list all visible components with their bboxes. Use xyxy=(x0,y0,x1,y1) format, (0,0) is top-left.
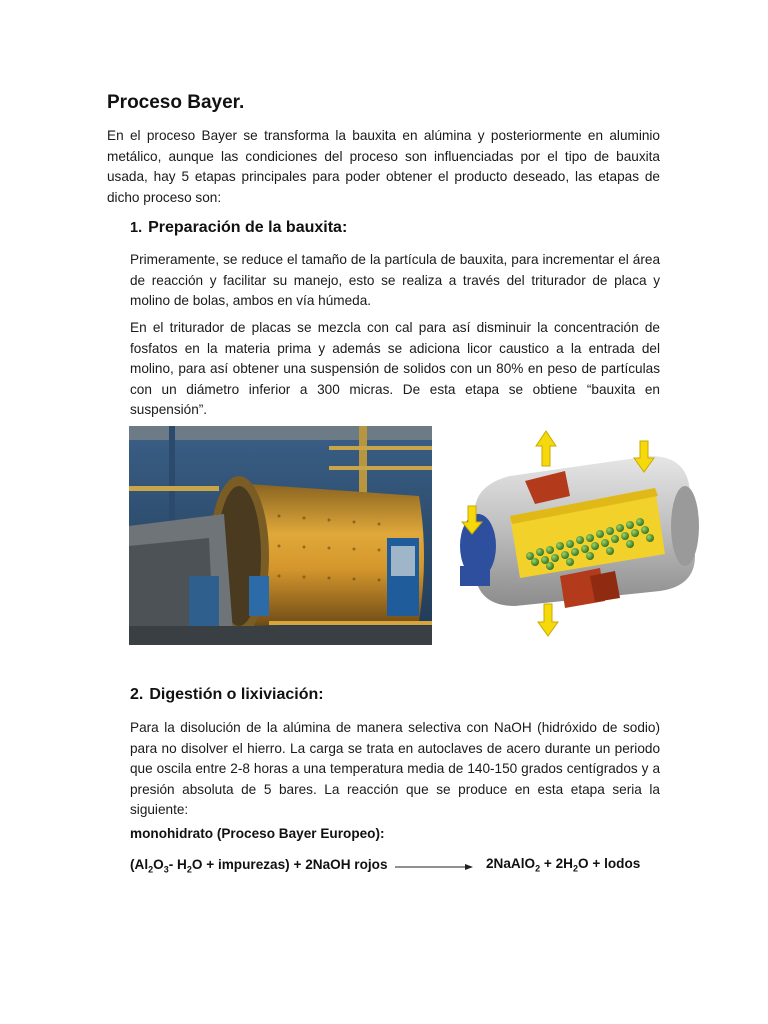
reaction-label: monohidrato (Proceso Bayer Europeo): xyxy=(130,826,385,841)
eq-text: - H xyxy=(168,857,187,872)
ball-mill-photo xyxy=(129,426,432,645)
ball-mill-photo-svg xyxy=(129,426,432,645)
eq-subscript: 2 xyxy=(148,864,154,875)
paragraph-preparacion-1: Primeramente, se reduce el tamaño de la partícula de bauxita, para incrementar el área de reacción y facilitar su manejo, esto se realiza a través del triturador de placa y molino de bolas, ambos en vía húmeda. xyxy=(130,252,660,309)
eq-text: O + impurezas) + 2NaOH rojos xyxy=(191,857,388,872)
section-heading-text: Digestión o lixiviación: xyxy=(149,686,324,703)
equation-reactants xyxy=(130,856,390,879)
paragraph-digestion: Para la disolución de la alúmina de manera selectiva con NaOH (hidróxido de sodio) para no disolver el hierro. La carga se trata en autoclaves de acero durante un periodo que oscila entre 2-8 horas a una temperatura media de 140-150 grados centígrados y a presión absoluta de 5 bares. La reacción que se produce en esta etapa seria la siguiente: xyxy=(130,720,660,818)
eq-text: O xyxy=(153,857,164,872)
intro-paragraph: En el proceso Bayer se transforma la bauxita en alúmina y posteriormente en aluminio metálico, aunque las condiciones del proceso son influenciadas por el tipo de bauxita usada, hay 5 etapas principales para poder obtener el producto deseado, las etapas de dicho proceso son: xyxy=(107,128,660,205)
paragraph-preparacion-2: En el triturador de placas se mezcla con cal para así disminuir la concentración de fosfatos en la materia prima y además se adiciona licor caustico a la entrada del molino, para así obtener una suspensión de solidos con un 80% en peso de partículas con un diámetro inferior a 300 micras. De esta etapa se obtiene “bauxita en suspensión”. xyxy=(130,320,660,418)
eq-subscript: 2 xyxy=(186,864,192,875)
page-title: Proceso Bayer. xyxy=(107,92,245,113)
section-heading-text: Preparación de la bauxita: xyxy=(148,219,348,236)
eq-text: O + lodos xyxy=(578,856,641,871)
reaction-arrow-icon xyxy=(395,863,473,871)
section-number: 2. xyxy=(130,686,144,703)
eq-text: 2NaAlO xyxy=(486,856,536,871)
equation-products xyxy=(486,856,666,874)
section-number: 1. xyxy=(130,220,143,236)
ball-mill-diagram-svg xyxy=(440,426,720,645)
eq-subscript: 2 xyxy=(573,863,579,874)
eq-text: (Al xyxy=(130,857,149,872)
eq-text: + 2H xyxy=(540,856,573,871)
section-heading-preparacion xyxy=(130,219,347,237)
section-heading-digestion xyxy=(130,686,324,704)
eq-subscript: 3 xyxy=(163,864,169,875)
eq-subscript: 2 xyxy=(535,863,541,874)
ball-mill-diagram xyxy=(440,426,720,645)
